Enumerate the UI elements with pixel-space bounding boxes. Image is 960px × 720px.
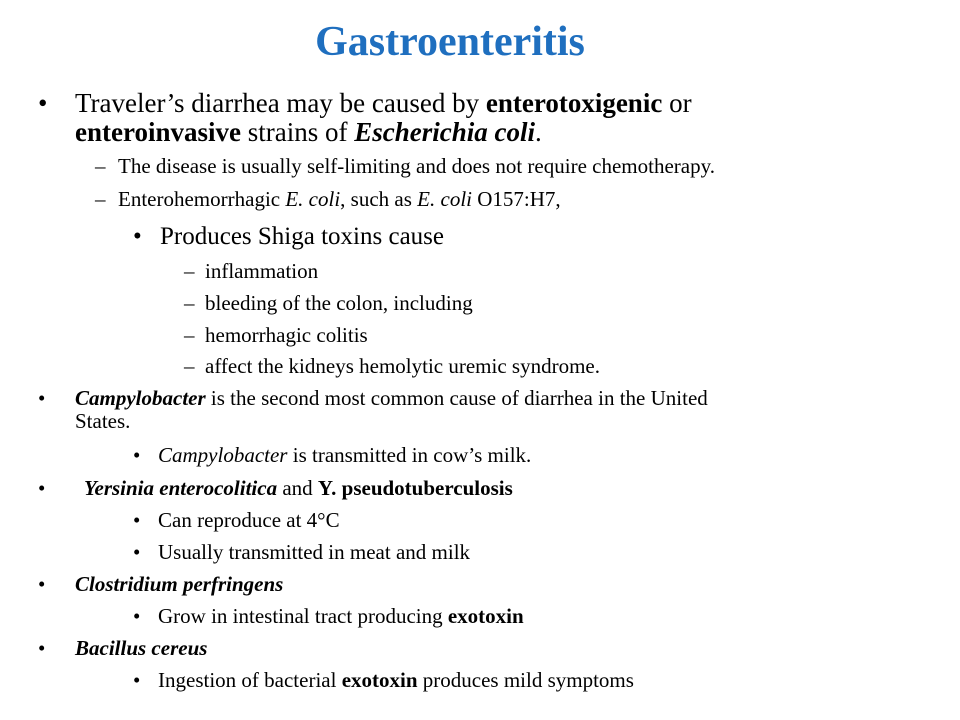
bullet-marker: • [133, 223, 142, 250]
bullet-marker: • [38, 88, 48, 118]
list-item: inflammation [205, 259, 319, 283]
bullet-campylobacter: Campylobacter is the second most common cause of diarrhea in the United [75, 386, 708, 410]
bullet-marker: • [38, 386, 46, 410]
sub-bacillus-exotoxin: Ingestion of bacterial exotoxin produces mild symptoms [158, 668, 634, 692]
list-item: affect the kidneys hemolytic uremic syndrome. [205, 354, 600, 378]
bullet-marker: • [38, 476, 46, 500]
bullet-marker: • [133, 540, 141, 564]
dash-marker: – [184, 354, 195, 378]
dash-marker: – [184, 291, 195, 315]
bullet-travelers-diarrhea: Traveler’s diarrhea may be caused by enterotoxigenic or [75, 88, 692, 118]
list-item: Usually transmitted in meat and milk [158, 540, 471, 564]
bullet-marker: • [133, 508, 141, 532]
bullet-bacillus: Bacillus cereus [75, 636, 208, 660]
bullet-marker: • [38, 636, 46, 660]
dash-marker: – [95, 187, 106, 211]
sub-clostridium-exotoxin: Grow in intestinal tract producing exotoxin [158, 604, 524, 628]
term-enterotoxigenic: enterotoxigenic [485, 88, 663, 118]
bullet-marker: • [133, 668, 141, 692]
dash-marker: – [184, 323, 195, 347]
term-escherichia-coli: Escherichia coli [354, 117, 535, 147]
sub-campylobacter-milk: Campylobacter is transmitted in cow’s milk. [158, 443, 532, 467]
term-enteroinvasive: enteroinvasive [75, 117, 241, 147]
bullet-travelers-diarrhea-cont: enteroinvasive strains of Escherichia coli. [75, 117, 542, 147]
list-item: bleeding of the colon, including [205, 291, 473, 315]
list-item: hemorrhagic colitis [205, 323, 368, 347]
sub-self-limiting: The disease is usually self-limiting and does not require chemotherapy. [118, 154, 715, 178]
sub-enterohemorrhagic: Enterohemorrhagic E. coli, such as E. coli O157:H7, [118, 187, 561, 211]
bullet-marker: • [133, 604, 141, 628]
list-item: Can reproduce at 4°C [158, 508, 340, 532]
slide-title: Gastroenteritis [315, 19, 585, 65]
sub-shiga-toxins: Produces Shiga toxins cause [160, 223, 444, 250]
bullet-marker: • [38, 572, 46, 596]
bullet-clostridium: Clostridium perfringens [75, 572, 284, 596]
dash-marker: – [95, 154, 106, 178]
dash-marker: – [184, 259, 195, 283]
bullet-marker: • [133, 443, 141, 467]
bullet-campylobacter-cont: States. [75, 409, 131, 433]
bullet-yersinia: Yersinia enterocolitica and Y. pseudotuberculosis [84, 476, 513, 500]
